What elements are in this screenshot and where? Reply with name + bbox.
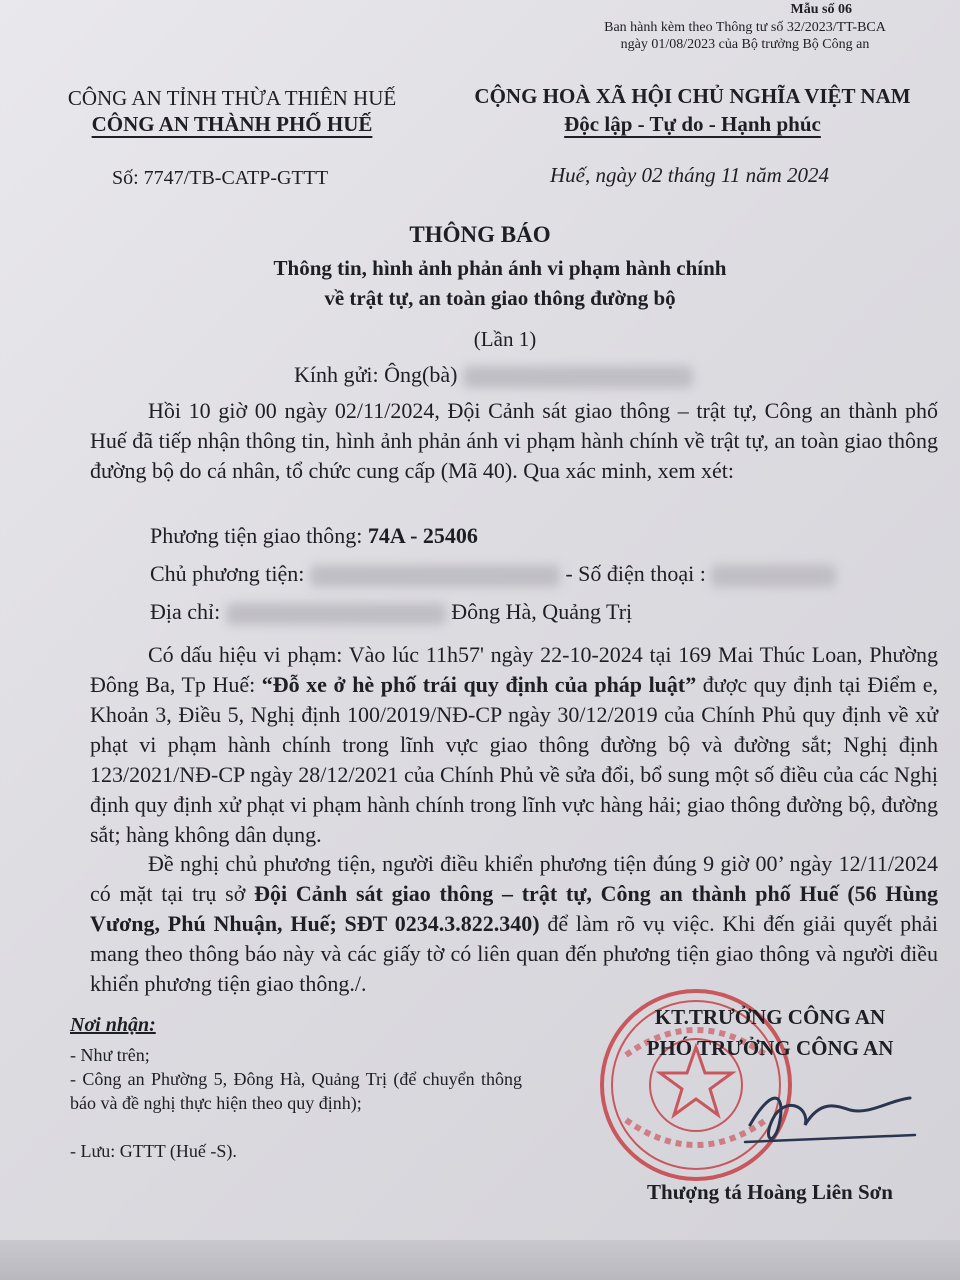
document-subtitle-2: về trật tự, an toàn giao thông đường bộ bbox=[324, 286, 676, 310]
document-number: Số: 7747/TB-CATP-GTTT bbox=[112, 167, 329, 189]
form-code: Mẫu số 06 bbox=[790, 2, 852, 17]
redacted-address bbox=[226, 603, 446, 625]
form-issued-line1: Ban hành kèm theo Thông tư số 32/2023/TT-BCA bbox=[604, 20, 886, 35]
phone-label: - Số điện thoại : bbox=[565, 561, 712, 586]
address-city: Đông Hà, Quảng Trị bbox=[451, 599, 633, 624]
form-issued-line2: ngày 01/08/2023 của Bộ trưởng Bộ Công an bbox=[620, 37, 870, 52]
violation-legal-basis: được quy định tại Điểm e, Khoản 3, Điều 5, Nghị định 100/2019/NĐ-CP ngày 30/12/2019 của Chính Phủ quy định về xử phạt vi phạm hành chính trong lĩnh vực giao thông đường bộ và đường sắt; Nghị định 123/2021/NĐ-CP ngày 28/12/2021 của Chính Phủ về sửa đổi, bổ sung một số điều của các Nghị định quy định xử phạt vi phạm hành chính trong lĩnh vực hàng hải; giao thông đường bộ, đường sắt; hàng không dân dụng. bbox=[90, 672, 938, 847]
recipients-label: Nơi nhận: bbox=[70, 1014, 156, 1036]
request-paragraph bbox=[90, 849, 938, 999]
request-place: Đội Cảnh sát giao thông – trật tự, Công an thành phố Huế (56 Hùng Vương, Phú Nhuận, Huế; SĐT 0234.3.822.340) bbox=[90, 881, 939, 936]
owner-line bbox=[150, 561, 836, 587]
signature-title-1: KT.TRƯỞNG CÔNG AN bbox=[654, 1005, 886, 1029]
agency-parent: CÔNG AN TỈNH THỪA THIÊN HUẾ bbox=[67, 86, 397, 110]
recipient-item: - Lưu: GTTT (Huế -S). bbox=[70, 1141, 237, 1161]
signature-title-2: PHÓ TRƯỞNG CÔNG AN bbox=[646, 1036, 894, 1060]
addressee-label: Kính gửi: Ông(bà) bbox=[294, 362, 458, 387]
request-rest: để làm rõ vụ việc. Khi đến giải quyết phải mang theo thông báo này và các giấy tờ có liên quan đến phương tiện giao thông và người điều khiển phương tiện giao thông./. bbox=[90, 911, 938, 996]
signer-name: Thượng tá Hoàng Liên Sơn bbox=[647, 1180, 893, 1204]
place-date: Huế, ngày 02 tháng 11 năm 2024 bbox=[550, 163, 829, 187]
redacted-phone bbox=[711, 565, 836, 587]
redacted-owner-name bbox=[310, 565, 560, 587]
republic-title: CỘNG HOÀ XÃ HỘI CHỦ NGHĨA VIỆT NAM bbox=[474, 84, 911, 108]
handwritten-signature bbox=[740, 1080, 920, 1150]
violation-lead: Có dấu hiệu vi phạm: Vào lúc 11h57' ngày 22-10-2024 tại 169 Mai Thúc Loan, Phường Đông Ba, Tp Huế: bbox=[90, 642, 938, 697]
request-lead: Đề nghị chủ phương tiện, người điều khiển phương tiện đúng 9 giờ 00’ ngày 12/11/2024 có mặt tại trụ sở bbox=[90, 851, 938, 906]
national-motto: Độc lập - Tự do - Hạnh phúc bbox=[564, 112, 821, 136]
vehicle-label: Phương tiện giao thông: bbox=[150, 523, 368, 548]
owner-label: Chủ phương tiện: bbox=[150, 561, 310, 586]
address-label: Địa chỉ: bbox=[150, 599, 226, 624]
agency-name: CÔNG AN THÀNH PHỐ HUẾ bbox=[91, 112, 373, 136]
recipient-item: - Như trên; bbox=[70, 1045, 150, 1065]
license-plate: 74A - 25406 bbox=[367, 523, 478, 548]
vehicle-line bbox=[150, 523, 478, 549]
document-title: THÔNG BÁO bbox=[409, 222, 551, 247]
address-line bbox=[150, 599, 632, 625]
notice-round: (Lần 1) bbox=[473, 327, 537, 351]
addressee-line bbox=[294, 362, 693, 388]
redacted-addressee-name bbox=[463, 366, 693, 388]
desk-edge bbox=[0, 1240, 960, 1280]
violation-paragraph bbox=[90, 640, 938, 850]
recipient-item: - Công an Phường 5, Đông Hà, Quảng Trị (để chuyển thông báo và đề nghị thực hiện theo quy định); bbox=[70, 1069, 522, 1113]
intro-paragraph: Hồi 10 giờ 00 ngày 02/11/2024, Đội Cảnh sát giao thông – trật tự, Công an thành phố Huế đã tiếp nhận thông tin, hình ảnh phản ánh vi phạm hành chính về trật tự, an toàn giao thông đường bộ do cá nhân, tổ chức cung cấp (Mã 40). Qua xác minh, xem xét: bbox=[90, 398, 938, 483]
violation-quote: “Đỗ xe ở hè phố trái quy định của pháp luật” bbox=[261, 672, 697, 697]
document-subtitle-1: Thông tin, hình ảnh phản ánh vi phạm hành chính bbox=[273, 256, 727, 280]
